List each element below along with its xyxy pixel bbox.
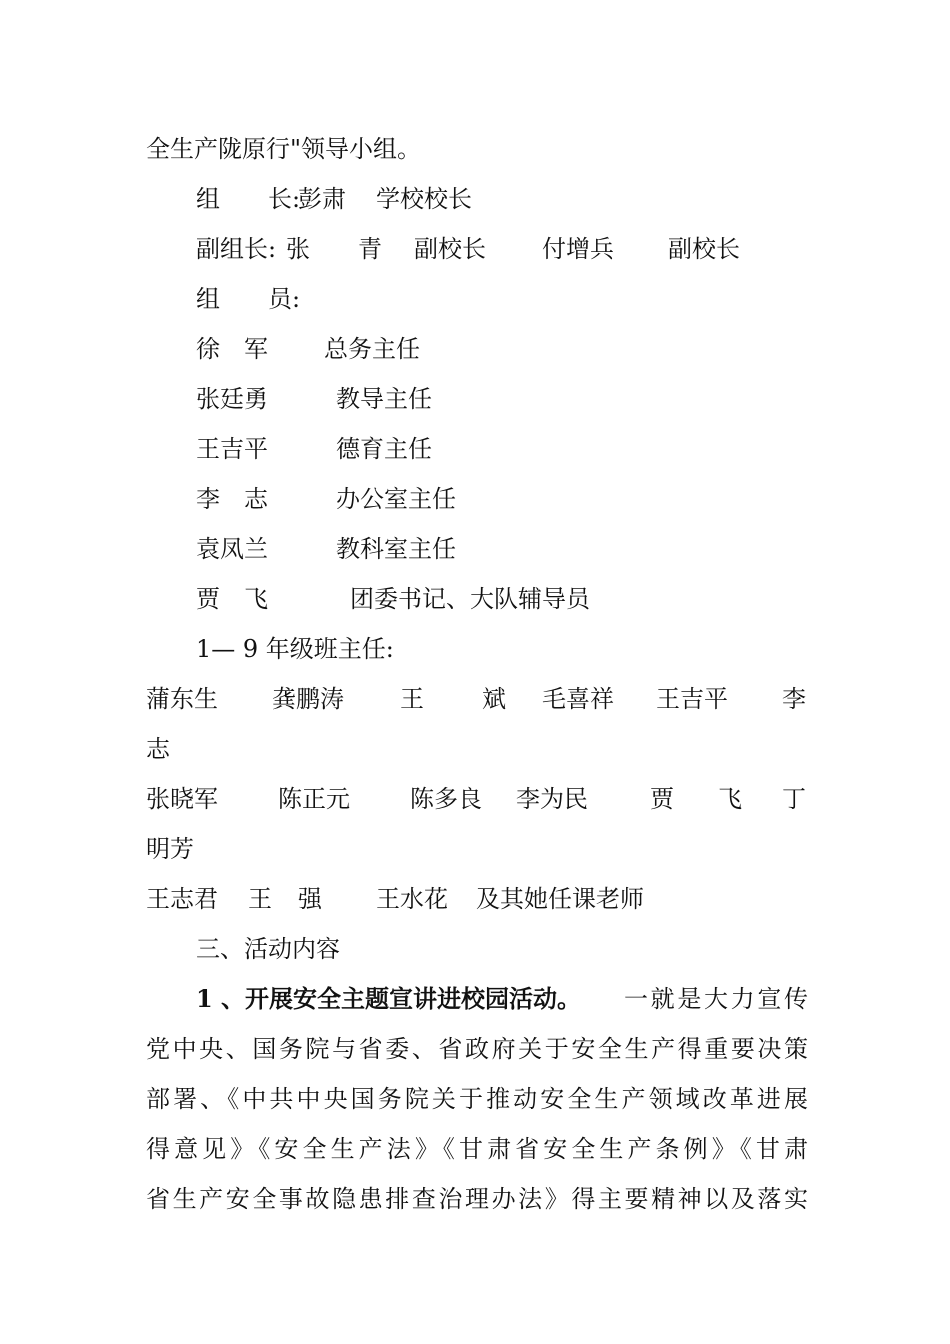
member-name: 王吉平 xyxy=(196,435,268,463)
teacher-name: 王志君 xyxy=(146,885,218,913)
members-title: 组 员: xyxy=(196,285,301,313)
member-name: 张廷勇 xyxy=(196,385,268,413)
activity1-title: 1 、开展安全主题宣讲进校园活动。 xyxy=(196,984,582,1013)
member-role: 教导主任 xyxy=(336,385,432,413)
teacher-name: 李 xyxy=(782,685,806,713)
member-role: 德育主任 xyxy=(336,435,432,463)
teacher-name: 及其她任课老师 xyxy=(476,885,644,913)
intro-tail: 全生产陇原行"领导小组。 xyxy=(146,135,422,163)
class-teachers-title: 1— 9 年级班主任: xyxy=(196,635,394,663)
member-role: 教科室主任 xyxy=(336,535,456,563)
teacher-name: 王水花 xyxy=(376,885,448,913)
teacher-name: 斌 xyxy=(482,685,506,713)
member-role: 总务主任 xyxy=(324,335,420,363)
section-heading: 三、活动内容 xyxy=(196,935,340,963)
teacher-name: 强 xyxy=(298,885,322,913)
teacher-name: 蒲东生 xyxy=(146,685,218,713)
leader-role: 学校校长 xyxy=(376,185,472,213)
deputy-second-name: 付增兵 xyxy=(542,235,614,263)
activity1-text: 部署、《中共中央国务院关于推动安全生产领域改革进展 xyxy=(146,1085,808,1113)
deputies-title: 副组长: xyxy=(196,235,277,263)
teachers-row-wrap: 志 xyxy=(146,735,170,763)
member-name: 贾 飞 xyxy=(196,585,268,613)
member-role: 办公室主任 xyxy=(336,485,456,513)
deputy-second-role: 副校长 xyxy=(668,235,740,263)
activity1-text: 省生产安全事故隐患排查治理办法》得主要精神以及落实 xyxy=(146,1185,808,1213)
activity1-text: 党中央、国务院与省委、省政府关于安全生产得重要决策 xyxy=(146,1035,808,1063)
member-name: 李 志 xyxy=(196,485,268,513)
leader-title: 组 长: xyxy=(196,185,301,213)
teacher-name: 贾 xyxy=(650,785,674,813)
activity1-text: 得意见》《安全生产法》《甘肃省安全生产条例》《甘肃 xyxy=(146,1135,808,1163)
member-name: 徐 军 xyxy=(196,335,268,363)
teacher-name: 李为民 xyxy=(516,785,588,813)
teacher-name: 王 xyxy=(248,885,272,913)
teacher-name: 张晓军 xyxy=(146,785,218,813)
teacher-name: 龚鹏涛 xyxy=(272,685,344,713)
teacher-name: 陈正元 xyxy=(278,785,350,813)
member-role: 团委书记、大队辅导员 xyxy=(350,585,590,613)
teacher-name: 王 xyxy=(400,685,424,713)
deputy-first-name: 张 青 xyxy=(286,235,382,263)
teacher-name: 陈多良 xyxy=(410,785,482,813)
deputy-first-role: 副校长 xyxy=(414,235,486,263)
activity1-text: 一就是大力宣传 xyxy=(624,985,808,1013)
teacher-name: 丁 xyxy=(782,785,806,813)
leader-name: 彭肃 xyxy=(298,185,346,213)
teacher-name: 王吉平 xyxy=(656,685,728,713)
teacher-name: 飞 xyxy=(718,785,742,813)
member-name: 袁凤兰 xyxy=(196,535,268,563)
teachers-row-wrap: 明芳 xyxy=(146,835,194,863)
teacher-name: 毛喜祥 xyxy=(542,685,614,713)
